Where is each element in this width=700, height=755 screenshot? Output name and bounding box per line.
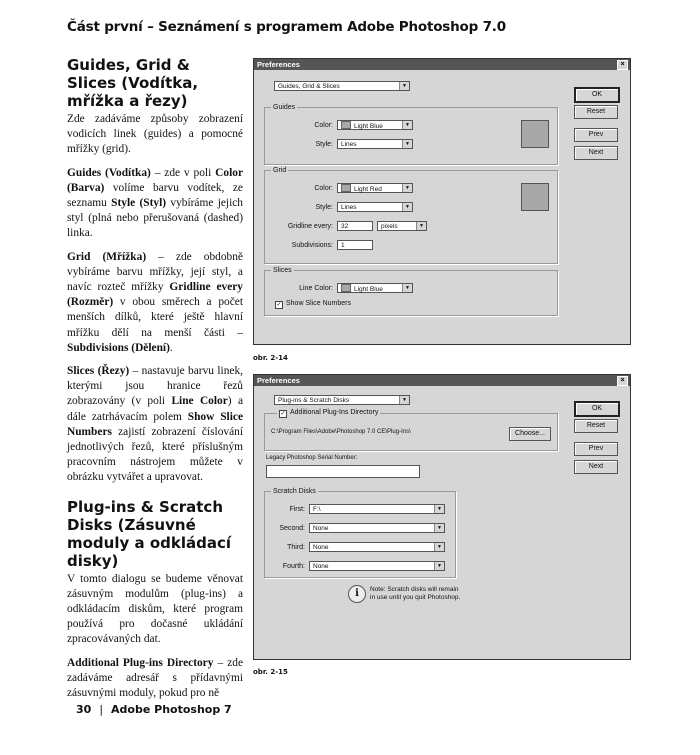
grid-group xyxy=(264,167,558,264)
page-number: 30 xyxy=(76,703,92,716)
style-label: Style: xyxy=(315,141,333,148)
running-head: Část první – Seznámení s programem Adobe Photoshop 7.0 xyxy=(67,19,506,35)
select-value: None xyxy=(313,544,329,551)
section-heading-plugins: Plug-ins & Scratch Disks (Zásuvné moduly a odkládací disky) xyxy=(67,497,232,570)
text: v obou směrech a počet menších dílků, které ještě hlavní mřížku dělí na menší části – xyxy=(67,296,243,339)
select-value: Light Blue xyxy=(354,123,383,130)
chevron-down-icon: ▼ xyxy=(434,524,444,532)
select-value: Light Red xyxy=(354,186,382,193)
choose-button[interactable]: Choose... xyxy=(509,427,551,441)
reset-button[interactable]: Reset xyxy=(574,419,618,433)
first-label: First: xyxy=(289,506,305,513)
gridline-label: Gridline every: xyxy=(287,223,333,230)
chevron-down-icon: ▼ xyxy=(402,284,412,292)
color-chip xyxy=(341,121,351,129)
section-select[interactable] xyxy=(274,81,410,91)
dialog-title: Preferences xyxy=(257,60,300,69)
dialog-titlebar xyxy=(254,375,630,386)
show-slice-numbers-checkbox[interactable] xyxy=(275,300,351,309)
slice-line-color-select[interactable] xyxy=(337,283,413,293)
text: vybíráme jejich styl (plná nebo přerušovaná (dashed) linka. xyxy=(67,197,243,240)
serial-input[interactable] xyxy=(266,465,420,478)
term: Gridline every (Rozměr) xyxy=(67,281,244,309)
fourth-disk-select[interactable] xyxy=(309,561,445,571)
grid-color-swatch[interactable] xyxy=(521,183,549,211)
next-button[interactable]: Next xyxy=(574,460,618,474)
chevron-down-icon: ▼ xyxy=(399,396,409,404)
text: . xyxy=(169,341,173,354)
book-title: Adobe Photoshop 7 xyxy=(111,703,232,716)
guides-group xyxy=(264,104,558,165)
term: Guides (Vodítka) xyxy=(67,166,151,179)
page-footer xyxy=(76,703,232,716)
color-chip xyxy=(341,184,351,192)
second-label: Second: xyxy=(279,525,305,532)
figure-caption: obr. 2-15 xyxy=(253,668,288,676)
paragraph xyxy=(67,166,243,242)
preferences-dialog-plugins xyxy=(253,374,631,660)
text: ) a dále zatrhávacím polem xyxy=(67,395,243,423)
chevron-down-icon: ▼ xyxy=(434,543,444,551)
chevron-down-icon: ▼ xyxy=(399,82,409,90)
paragraph xyxy=(67,364,243,486)
reset-button[interactable]: Reset xyxy=(574,105,618,119)
chevron-down-icon: ▼ xyxy=(402,184,412,192)
scratch-disks-group xyxy=(264,488,456,578)
dialog-titlebar xyxy=(254,59,630,70)
select-value: None xyxy=(313,525,329,532)
prev-button[interactable]: Prev xyxy=(574,128,618,142)
group-label: Slices xyxy=(273,267,292,274)
line-color-label: Line Color: xyxy=(299,285,333,292)
text: – zde zadáváme adresář s přídavnými zásuvnými moduly, pokud pro ně xyxy=(67,656,243,700)
paragraph xyxy=(67,250,243,356)
check-icon: ✓ xyxy=(280,411,286,417)
preferences-dialog-guides xyxy=(253,58,631,345)
term: Show Slice Numbers xyxy=(67,410,243,438)
style-label: Style: xyxy=(315,204,333,211)
checkbox-label: Additional Plug-Ins Directory xyxy=(290,409,379,416)
guides-color-select[interactable] xyxy=(337,120,413,130)
section-select[interactable] xyxy=(274,395,410,405)
group-label: Grid xyxy=(273,167,287,174)
text-column xyxy=(67,56,243,709)
paragraph: V tomto dialogu se budeme věnovat zásuvným modulům (plug-ins) a odkládacím diskům, které program používá pro dočasné ukládání zpracovávaných dat. xyxy=(67,572,243,646)
checkbox-label: Show Slice Numbers xyxy=(286,300,351,307)
dialog-title: Preferences xyxy=(257,376,300,385)
term: Line Color xyxy=(171,395,228,408)
text: volíme barvu vodítek, ze seznamu xyxy=(67,181,243,210)
ok-button[interactable]: OK xyxy=(574,401,620,417)
term: Additional Plug-ins Directory xyxy=(67,656,214,669)
text: – nastavuje barvu linek, kterými jsou hranice řezů zobrazovány (v poli xyxy=(67,365,243,408)
gridline-unit-select[interactable] xyxy=(377,221,427,231)
prev-button[interactable]: Prev xyxy=(574,442,618,456)
section-heading-guides: Guides, Grid & Slices (Vodítka, mřížka a řezy) xyxy=(67,56,199,110)
chevron-down-icon: ▼ xyxy=(434,562,444,570)
select-value: Light Blue xyxy=(354,286,383,293)
subdivisions-label: Subdivisions: xyxy=(291,242,333,249)
grid-color-select[interactable] xyxy=(337,183,413,193)
close-icon[interactable]: × xyxy=(617,376,628,386)
select-value: F:\ xyxy=(313,506,321,513)
plugins-path: C:\Program Files\Adobe\Photoshop 7.0 CE\Plug-Ins\ xyxy=(271,429,411,435)
text: – zde obdobně vybíráme barvu mřížky, její styl, a navíc rozteč mřížky xyxy=(67,250,243,294)
color-label: Color: xyxy=(314,122,333,129)
slices-group xyxy=(264,267,558,316)
fourth-label: Fourth: xyxy=(282,563,305,570)
third-label: Third: xyxy=(287,544,305,551)
guides-color-swatch[interactable] xyxy=(521,120,549,148)
separator: | xyxy=(99,703,104,716)
info-icon: i xyxy=(348,585,366,603)
grid-style-select[interactable] xyxy=(337,202,413,212)
plugins-directory-checkbox[interactable] xyxy=(277,409,380,418)
next-button[interactable]: Next xyxy=(574,146,618,160)
select-value: Plug-ins & Scratch Disks xyxy=(278,397,350,404)
paragraph: Zde zadáváme způsoby zobrazení vodicích linek (guides) a pomocné mřížky (grid). xyxy=(67,113,243,156)
serial-label: Legacy Photoshop Serial Number: xyxy=(266,455,358,461)
color-chip xyxy=(341,284,351,292)
note-line: Note: Scratch disks will remain xyxy=(370,586,459,593)
chevron-down-icon: ▼ xyxy=(402,121,412,129)
text: – zde v poli xyxy=(150,166,216,179)
paragraph xyxy=(67,656,243,702)
term: Subdivisions (Dělení) xyxy=(67,341,170,354)
select-value: Lines xyxy=(341,204,357,211)
close-icon[interactable]: × xyxy=(617,60,628,70)
term: Style (Styl) xyxy=(111,197,167,210)
third-disk-select[interactable] xyxy=(309,542,445,552)
gridline-input[interactable]: 32 xyxy=(337,221,373,231)
subdivisions-input[interactable]: 1 xyxy=(337,240,373,250)
note-line: in use until you quit Photoshop. xyxy=(370,594,461,601)
group-label: Guides xyxy=(273,104,296,111)
chevron-down-icon: ▼ xyxy=(402,140,412,148)
chevron-down-icon: ▼ xyxy=(402,203,412,211)
check-icon: ✓ xyxy=(276,302,282,308)
term: Grid (Mřížka) xyxy=(67,250,147,263)
select-value: Guides, Grid & Slices xyxy=(278,83,340,90)
color-label: Color: xyxy=(314,185,333,192)
select-value: None xyxy=(313,563,329,570)
term: Color (Barva) xyxy=(67,166,243,194)
first-disk-select[interactable] xyxy=(309,504,445,514)
select-value: pixels xyxy=(381,223,398,230)
figure-caption: obr. 2-14 xyxy=(253,354,288,362)
term: Slices (Řezy) xyxy=(67,365,130,378)
plugins-group xyxy=(264,409,558,451)
text: zajistí zobrazení číslování jednotlivých řezů, které příslušným pracovním nástrojem můžete v obrázku vytvářet a upravovat. xyxy=(67,425,243,484)
ok-button[interactable]: OK xyxy=(574,87,620,103)
note-text xyxy=(370,586,460,602)
guides-style-select[interactable] xyxy=(337,139,413,149)
select-value: Lines xyxy=(341,141,357,148)
chevron-down-icon: ▼ xyxy=(434,505,444,513)
group-label: Scratch Disks xyxy=(273,488,316,495)
second-disk-select[interactable] xyxy=(309,523,445,533)
chevron-down-icon: ▼ xyxy=(416,222,426,230)
